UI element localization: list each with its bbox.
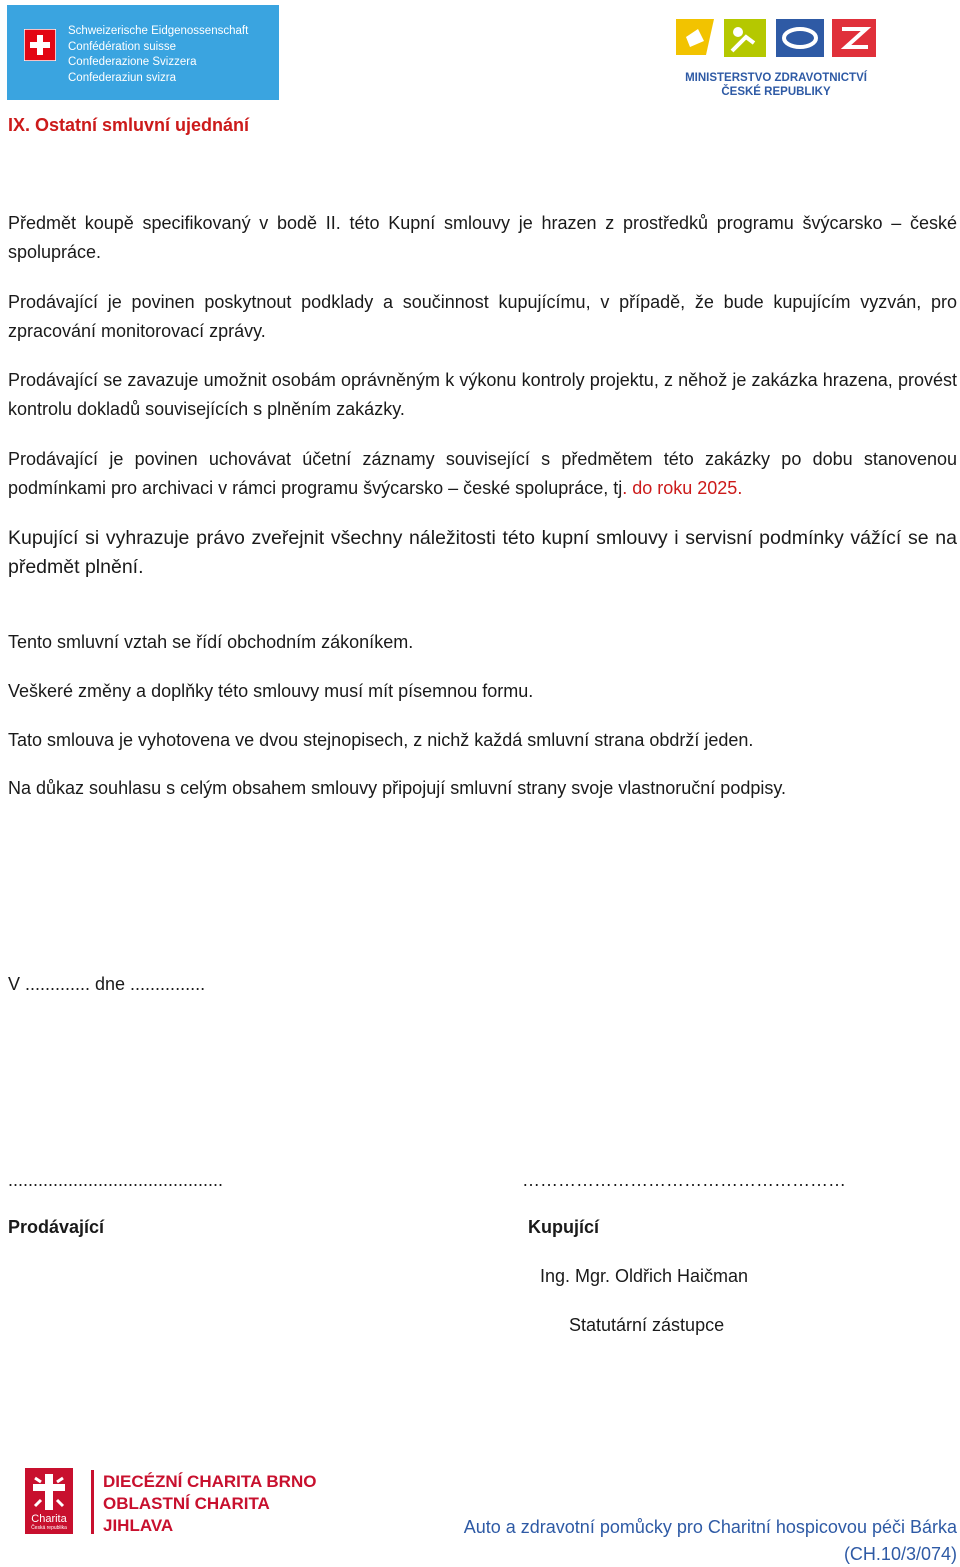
paragraph-inspection: Prodávající se zavazuje umožnit osobám oprávněným k výkonu kontroly projektu, z něhož je zakázka hrazena, provést kontrolu dokladů souvisejících s plněním zakázky. [8, 370, 957, 419]
ministry-line-2: ČESKÉ REPUBLIKY [721, 86, 831, 98]
ministry-emblem-icon [676, 15, 876, 59]
paragraph-publication: Kupující si vyhrazuje právo zveřejnit všechny náležitosti této kupní smlouvy i servisní podmínky vážící se na předmět plnění. [8, 527, 957, 578]
swiss-line-3: Confederazione Svizzera [68, 56, 197, 68]
ministry-of-health-logo [676, 15, 876, 103]
buyer-signature-line: ……………………………………………… [522, 1170, 846, 1190]
swiss-confederation-logo [7, 5, 279, 100]
charita-cross-icon [25, 1470, 73, 1516]
seller-signature-line: ........................................... [8, 1170, 224, 1190]
buyer-label: Kupující [528, 1217, 599, 1237]
ministry-logo-text [676, 71, 876, 99]
swiss-line-4: Confederaziun svizra [68, 71, 177, 84]
section-title: IX. Ostatní smluvní ujednání [8, 115, 250, 135]
paragraph-archive [8, 445, 957, 503]
charita-badge-line-1: Charita [31, 1513, 67, 1525]
swiss-logo-text [68, 24, 248, 86]
charita-text [103, 1471, 316, 1537]
charita-line-3: JIHLAVA [103, 1516, 174, 1535]
buyer-name: Ing. Mgr. Oldřich Haičman [540, 1266, 749, 1286]
statement-law: Tento smluvní vztah se řídí obchodním zákoníkem. [8, 632, 414, 652]
archive-deadline: . do roku 2025. [622, 478, 743, 498]
charita-logo [25, 1468, 325, 1538]
paragraph-cooperation: Prodávající je povinen poskytnout podklady a součinnost kupujícímu, v případě, že bude kupujícím vyzván, pro zpracování monitorovací zprávy. [8, 292, 957, 341]
ministry-line-1: MINISTERSTVO ZDRAVOTNICTVÍ [685, 72, 867, 84]
charita-badge-line-2: Česká republika [31, 1525, 67, 1531]
charita-divider [91, 1470, 94, 1534]
charita-line-1: DIECÉZNÍ CHARITA BRNO [103, 1472, 317, 1491]
place-date-line: V ............. dne ............... [8, 974, 206, 994]
seller-label: Prodávající [8, 1217, 105, 1237]
buyer-role: Statutární zástupce [569, 1315, 725, 1335]
swiss-flag-icon [24, 29, 56, 61]
statement-copies: Tato smlouva je vyhotovena ve dvou stejnopisech, z nichž každá smluvní strana obdrží jeden. [8, 730, 754, 750]
swiss-line-1: Schweizerische Eidgenossenschaft [68, 25, 249, 37]
swiss-line-2: Confédération suisse [68, 40, 177, 53]
statement-signatures: Na důkaz souhlasu s celým obsahem smlouvy připojují smluvní strany svoje vlastnoruční podpisy. [8, 778, 787, 798]
footer-project-code: (CH.10/3/074) [843, 1544, 957, 1564]
statement-changes: Veškeré změny a doplňky této smlouvy musí mít písemnou formu. [8, 681, 534, 701]
archive-text: Prodávající je povinen uchovávat účetní záznamy související s předmětem této zakázky po dobu stanovenou podmínkami pro archivaci v rámci programu švýcarsko – české spolupráce, tj [8, 449, 957, 498]
paragraph-funding: Předmět koupě specifikovaný v bodě II. této Kupní smlouvy je hrazen z prostředků programu švýcarsko – české spolupráce. [8, 213, 957, 262]
charita-badge [25, 1468, 73, 1534]
charita-line-2: OBLASTNÍ CHARITA [103, 1494, 270, 1513]
footer-project-title: Auto a zdravotní pomůcky pro Charitní hospicovou péči Bárka [463, 1517, 957, 1537]
